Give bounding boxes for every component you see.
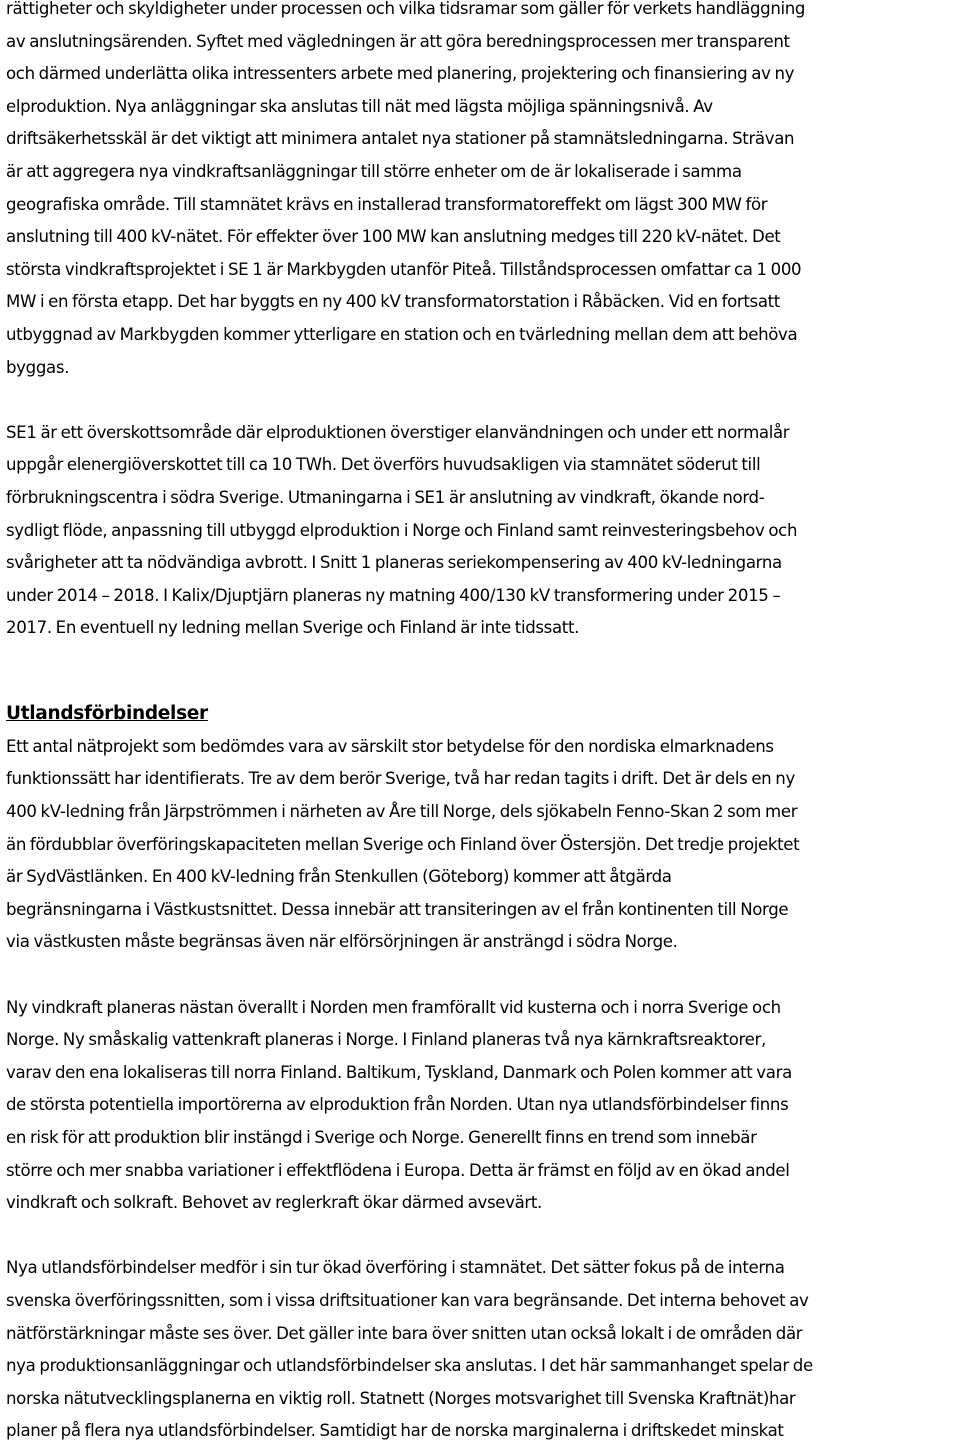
text-line: är att aggregera nya vindkraftsanläggningar till större enheter om de är lokaliserade i samma	[6, 161, 742, 181]
text-line: av anslutningsärenden. Syftet med vägledningen är att göra beredningsprocessen mer transparent	[6, 31, 790, 51]
document-page	[6, 0, 954, 1448]
text-line: de största potentiella importörerna av elproduktion från Norden. Utan nya utlandsförbindelser finns	[6, 1095, 789, 1115]
text-line: begränsningarna i Västkustsnittet. Dessa innebär att transiteringen av el från kontinenten till Norge	[6, 899, 789, 919]
paragraph-vindkraft	[6, 992, 954, 1220]
paragraph-spacer	[6, 1220, 954, 1253]
text-line: är SydVästlänken. En 400 kV-ledning från Stenkullen (Göteborg) kommer att åtgärda	[6, 867, 672, 887]
text-line: än fördubblar överföringskapaciteten mellan Sverige och Finland över Östersjön. Det tredje projektet	[6, 834, 800, 854]
text-line: via västkusten måste begränsas även när elförsörjningen är ansträngd i södra Norge.	[6, 932, 678, 952]
text-line: Norge. Ny småskalig vattenkraft planeras i Norge. I Finland planeras två nya kärnkraftsreaktorer,	[6, 1030, 766, 1050]
text-line: svårigheter att ta nödvändiga avbrott. I Snitt 1 planeras seriekompensering av 400 kV-ledningarna	[6, 553, 782, 573]
text-line: större och mer snabba variationer i effektflödena i Europa. Detta är främst en följd av en ökad andel	[6, 1160, 790, 1180]
text-line: norska nätutvecklingsplanerna en viktig roll. Statnett (Norges motsvarighet till Svenska Kraftnät)har	[6, 1388, 796, 1408]
text-line: 400 kV-ledning från Järpströmmen i närheten av Åre till Norge, dels sjökabeln Fenno-Skan 2 som mer	[6, 802, 798, 822]
section-spacer	[6, 645, 954, 697]
text-line: största vindkraftsprojektet i SE 1 är Markbygden utanför Piteå. Tillståndsprocessen omfattar ca 1 000	[6, 259, 802, 279]
text-line: driftsäkerhetsskäl är det viktigt att minimera antalet nya stationer på stamnätsledningarna. Strävan	[6, 129, 795, 149]
text-line: rättigheter och skyldigheter under processen och vilka tidsramar som gäller för verkets handläggning	[6, 0, 806, 18]
text-line: Ny vindkraft planeras nästan överallt i Norden men framförallt vid kusterna och i norra Sverige och	[6, 997, 781, 1017]
text-line: utbyggnad av Markbygden kommer ytterligare en station och en tvärledning mellan dem att behöva	[6, 324, 798, 344]
text-line: nya produktionsanläggningar och utlandsförbindelser ska anslutas. I det här sammanhanget spelar de	[6, 1356, 813, 1376]
text-line: nätförstärkningar måste ses över. Det gäller inte bara över snitten utan också lokalt i de områden där	[6, 1323, 803, 1343]
text-line: förbrukningscentra i södra Sverige. Utmaningarna i SE1 är anslutning av vindkraft, ökande nord-	[6, 487, 765, 507]
section-heading: Utlandsförbindelser	[6, 702, 208, 724]
text-line: och därmed underlätta olika intressenters arbete med planering, projektering och finansiering av ny	[6, 64, 795, 84]
text-line: funktionssätt har identifierats. Tre av dem berör Sverige, två har redan tagits i drift. Det är dels en ny	[6, 769, 795, 789]
text-line: anslutning till 400 kV-nätet. För effekter över 100 MW kan anslutning medges till 220 kV-nätet. Det	[6, 227, 781, 247]
text-line: Nya utlandsförbindelser medför i sin tur ökad överföring i stamnätet. Det sätter fokus på de interna	[6, 1258, 785, 1278]
text-line: MW i en första etapp. Det har byggts en ny 400 kV transformatorstation i Råbäcken. Vid en fortsatt	[6, 292, 780, 312]
text-line: planer på flera nya utlandsförbindelser. Samtidigt har de norska marginalerna i driftskedet minskat	[6, 1421, 784, 1441]
paragraph-natprojekt	[6, 731, 954, 959]
paragraph-anslutning	[6, 0, 954, 384]
text-line: elproduktion. Nya anläggningar ska anslutas till nät med lägsta möjliga spänningsnivå. Av	[6, 96, 713, 116]
text-line: 2017. En eventuell ny ledning mellan Sverige och Finland är inte tidssatt.	[6, 618, 580, 638]
text-line: geografiska område. Till stamnätet krävs en installerad transformatoreffekt om lägst 300 MW för	[6, 194, 768, 214]
text-line: SE1 är ett överskottsområde där elproduktionen överstiger elanvändningen och under ett normalår	[6, 422, 790, 442]
paragraph-se1	[6, 417, 954, 645]
text-line: uppgår elenergiöverskottet till ca 10 TWh. Det överförs huvudsakligen via stamnätet söderut till	[6, 455, 761, 475]
text-line: Ett antal nätprojekt som bedömdes vara av särskilt stor betydelse för den nordiska elmarknadens	[6, 736, 774, 756]
text-line: sydligt flöde, anpassning till utbyggd elproduktion i Norge och Finland samt reinvesteringsbehov och	[6, 520, 798, 540]
text-line: svenska överföringssnitten, som i vissa driftsituationer kan vara begränsande. Det interna behovet av	[6, 1290, 809, 1310]
paragraph-utlandsforbindelser	[6, 1252, 954, 1448]
text-line: en risk för att produktion blir instängd i Sverige och Norge. Generellt finns en trend som innebär	[6, 1128, 757, 1147]
text-line: vindkraft och solkraft. Behovet av reglerkraft ökar därmed avsevärt.	[6, 1193, 542, 1213]
paragraph-spacer	[6, 384, 954, 417]
text-line: byggas.	[6, 357, 70, 377]
text-line: under 2014 – 2018. I Kalix/Djuptjärn planeras ny matning 400/130 kV transformering under 2015 –	[6, 585, 781, 605]
text-line: varav den ena lokaliseras till norra Finland. Baltikum, Tyskland, Danmark och Polen kommer att vara	[6, 1062, 792, 1082]
paragraph-spacer	[6, 959, 954, 992]
